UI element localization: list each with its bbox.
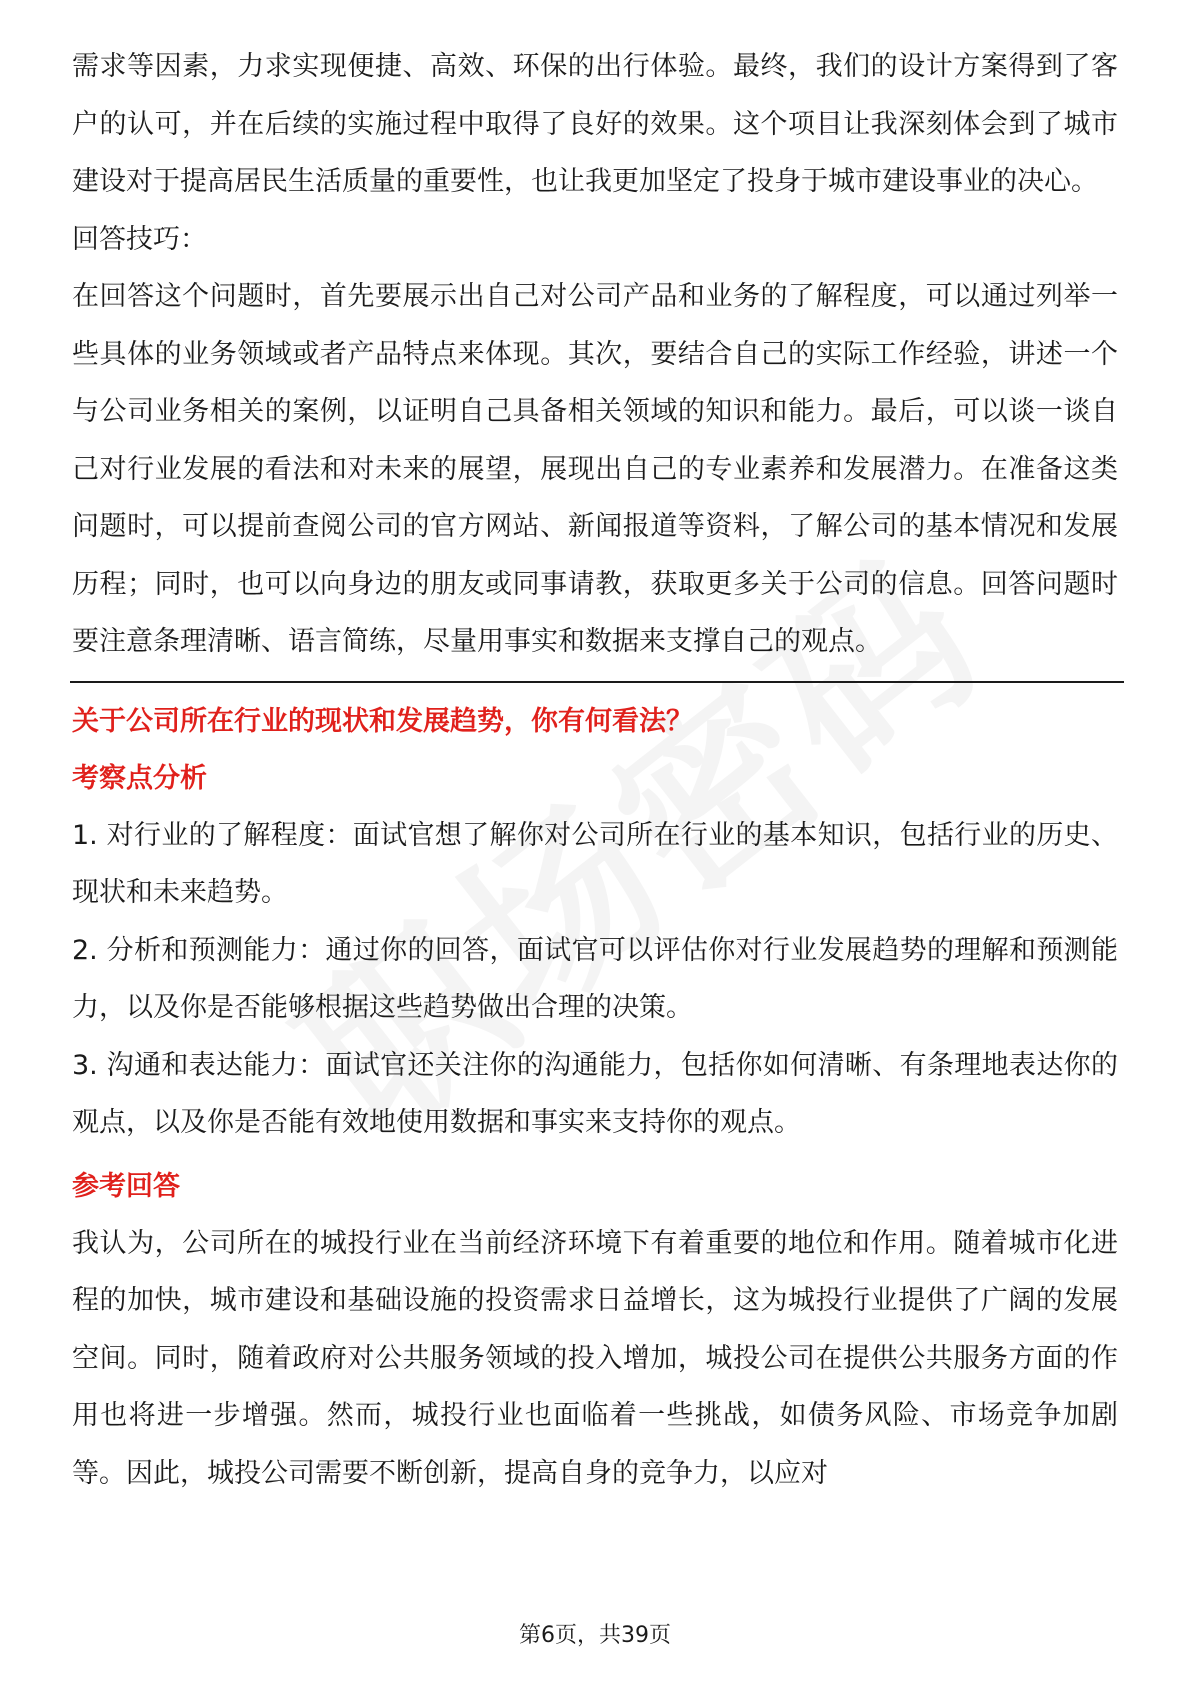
analysis-title: 考察点分析 xyxy=(72,762,207,794)
analysis-item-3: 3. 沟通和表达能力：面试官还关注你的沟通能力，包括你如何清晰、有条理地表达你的观点，以及你是否能有效地使用数据和事实来支持你的观点。 xyxy=(72,1049,1118,1138)
tips-heading: 回答技巧： xyxy=(72,223,207,255)
page-number-footer: 第6页，共39页 xyxy=(519,1623,671,1648)
section-divider xyxy=(70,681,1124,683)
analysis-item-2: 2. 分析和预测能力：通过你的回答，面试官可以评估你对行业发展趋势的理解和预测能力，以及你是否能够根据这些趋势做出合理的决策。 xyxy=(72,934,1118,1023)
intro-paragraph: 需求等因素，力求实现便捷、高效、环保的出行体验。最终，我们的设计方案得到了客户的认可，并在后续的实施过程中取得了良好的效果。这个项目让我深刻体会到了城市建设对于提高居民生活质量的重要性，也让我更加坚定了投身于城市建设事业的决心。 xyxy=(72,51,1118,197)
tips-paragraph: 在回答这个问题时，首先要展示出自己对公司产品和业务的了解程度，可以通过列举一些具体的业务领域或者产品特点来体现。其次，要结合自己的实际工作经验，讲述一个与公司业务相关的案例，以证明自己具备相关领域的知识和能力。最后，可以谈一谈自己对行业发展的看法和对未来的展望，展现出自己的专业素养和发展潜力。在准备这类问题时，可以提前查阅公司的官方网站、新闻报道等资料，了解公司的基本情况和发展历程；同时，也可以向身边的朋友或同事请教，获取更多关于公司的信息。回答问题时要注意条理清晰、语言简练，尽量用事实和数据来支撑自己的观点。 xyxy=(72,281,1118,657)
reference-title: 参考回答 xyxy=(72,1170,180,1202)
document-page xyxy=(72,38,1118,1502)
analysis-item-1: 1. 对行业的了解程度：面试官想了解你对公司所在行业的基本知识，包括行业的历史、现状和未来趋势。 xyxy=(72,819,1118,908)
reference-paragraph: 我认为，公司所在的城投行业在当前经济环境下有着重要的地位和作用。随着城市化进程的加快，城市建设和基础设施的投资需求日益增长，这为城投行业提供了广阔的发展空间。同时，随着政府对公共服务领域的投入增加，城投公司在提供公共服务方面的作用也将进一步增强。然而，城投行业也面临着一些挑战，如债务风险、市场竞争加剧等。因此，城投公司需要不断创新，提高自身的竞争力，以应对 xyxy=(72,1227,1118,1489)
question-title: 关于公司所在行业的现状和发展趋势，你有何看法？ xyxy=(72,705,693,737)
